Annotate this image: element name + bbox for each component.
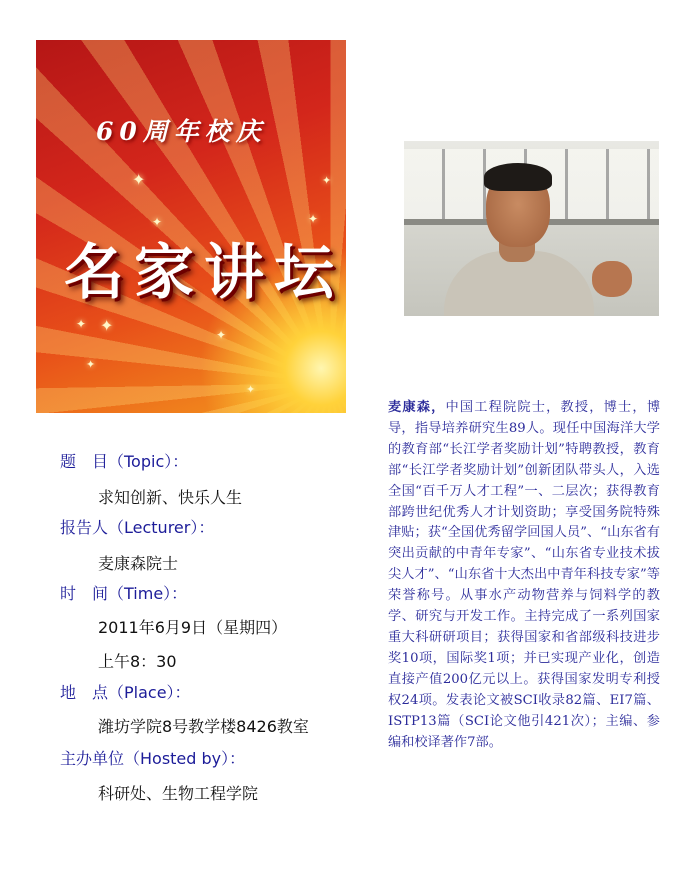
lecture-banner	[36, 40, 346, 413]
sparkle-icon: ✦	[132, 170, 146, 189]
portrait-hand	[592, 261, 632, 297]
banner-title: 名家讲坛	[64, 238, 344, 308]
lecturer-value: 麦康森院士	[98, 554, 179, 573]
topic-label: 题 目（Topic）：	[60, 452, 189, 471]
time-label: 时 间（Time）：	[60, 584, 188, 603]
sparkle-icon: ✦	[152, 215, 163, 229]
topic-value: 求知创新、快乐人生	[98, 488, 243, 507]
place-label: 地 点（Place）：	[60, 683, 191, 702]
portrait-hair	[484, 163, 552, 191]
time-date: 2011年6月9日（星期四）	[98, 618, 288, 637]
lecturer-biography	[388, 398, 660, 753]
lecturer-label: 报告人（Lecturer）：	[60, 518, 215, 537]
sparkle-icon: ✦	[308, 212, 319, 226]
sparkle-icon: ✦	[86, 358, 96, 371]
sparkle-icon: ✦	[216, 328, 227, 342]
host-value: 科研处、生物工程学院	[98, 784, 259, 803]
sparkle-icon: ✦	[76, 317, 87, 331]
sparkle-icon: ✦	[100, 316, 114, 335]
sparkle-icon: ✦	[246, 383, 256, 396]
bio-name: 麦康森，	[388, 400, 446, 415]
bio-text: 中国工程院院士，教授，博士，博导，指导培养研究生89人。现任中国海洋大学的教育部“长江学者奖励计划”特聘教授，教育部“长江学者奖励计划”创新团队带头人，入选全国“百千万人才工程”一、二层次；获得教育部跨世纪优秀人才计划资助；享受国务院特殊津贴；获“全国优秀留学回国人员”、“山东省有突出贡献的中青年专家”、“山东省专业技术拔尖人才”、“山东省十大杰出中青年科技专家”等荣誉称号。从事水产动物营养与饲料学的教学、研究与开发工作。主持完成了一系列国家重大科研研项目；获得国家和省部级科技进步奖10项，国际奖1项；并已实现产业化，创造直接产值200亿元以上。获得国家发明专利授权24项。发表论文被SCI收录82篇、EI7篇、ISTP13篇（SCI论文他引421次）；主编、参编和校译著作7部。	[388, 400, 661, 750]
host-label: 主办单位（Hosted by）：	[60, 749, 246, 768]
lecturer-photo	[404, 141, 659, 316]
banner-subtitle: 60周年校庆	[96, 117, 267, 146]
sparkle-icon: ✦	[322, 174, 332, 187]
place-value: 潍坊学院8号教学楼8426教室	[98, 717, 309, 736]
time-hour: 上午8：30	[98, 652, 177, 671]
